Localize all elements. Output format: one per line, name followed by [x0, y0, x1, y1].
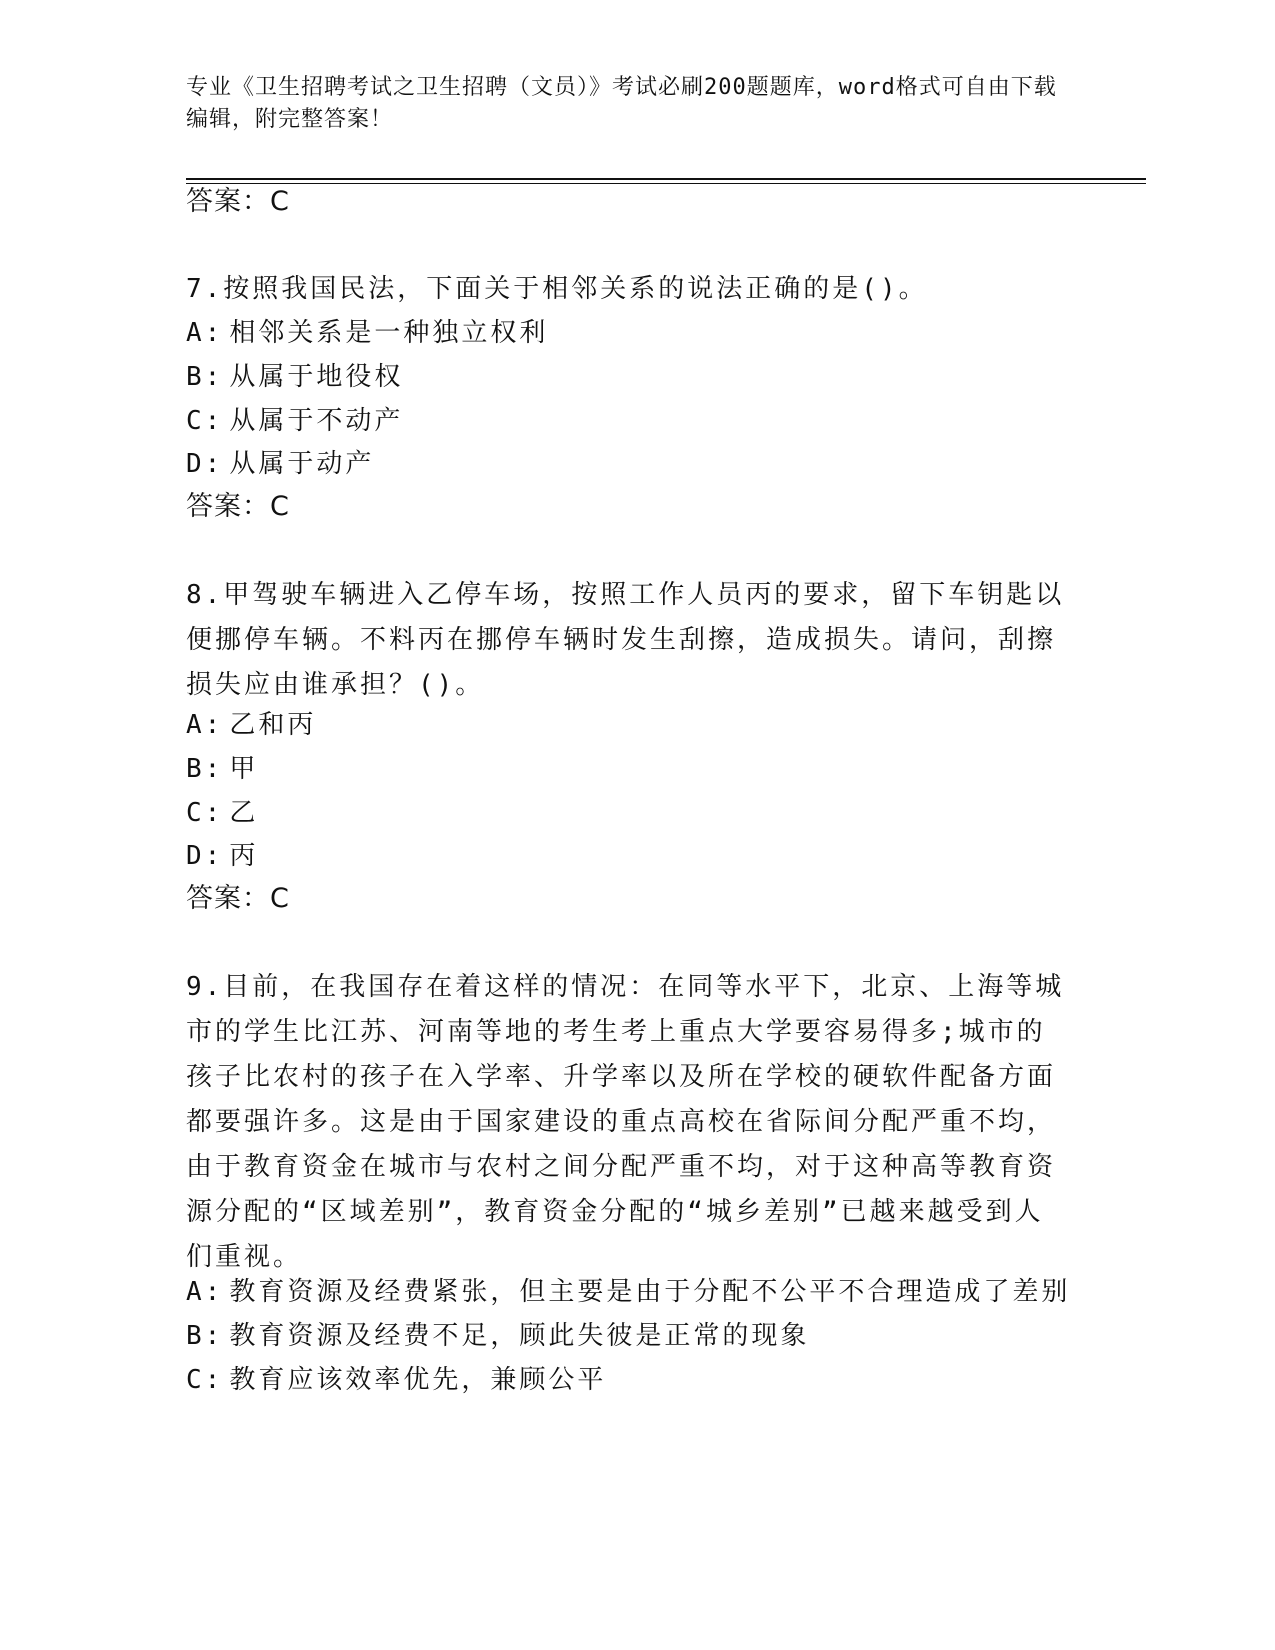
question-8-option-b: B: 甲	[186, 754, 259, 784]
answer-q8: 答案：C	[186, 883, 290, 914]
question-9-stem: 9.目前，在我国存在着这样的情况：在同等水平下，北京、上海等城市的学生比江苏、河南等地的考生考上重点大学要容易得多;城市的孩子比农村的孩子在入学率、升学率以及所在学校的硬软件配备方面都要强许多。这是由于国家建设的重点高校在省际间分配严重不均，由于教育资金在城市与农村之间分配严重不均，对于这种高等教育资源分配的“区域差别”，教育资金分配的“城乡差别”已越来越受到人们重视。	[186, 972, 1065, 1272]
header-divider	[186, 178, 1146, 180]
question-9-option-b: B: 教育资源及经费不足，顾此失彼是正常的现象	[186, 1321, 810, 1351]
question-7-option-c: C: 从属于不动产	[186, 406, 404, 436]
question-8-option-c: C: 乙	[186, 798, 259, 828]
header-divider-thin	[186, 183, 1146, 184]
question-7-option-b: B: 从属于地役权	[186, 362, 404, 392]
answer-q6: 答案：C	[186, 186, 290, 217]
answer-q7: 答案：C	[186, 491, 290, 522]
question-8-option-a: A: 乙和丙	[186, 710, 317, 740]
question-8-option-d: D: 丙	[186, 841, 259, 871]
question-8-stem: 8.甲驾驶车辆进入乙停车场，按照工作人员丙的要求，留下车钥匙以便挪停车辆。不料丙在挪停车辆时发生刮擦，造成损失。请问，刮擦损失应由谁承担？()。	[186, 580, 1065, 700]
question-7-option-a: A: 相邻关系是一种独立权利	[186, 318, 549, 348]
document-header: 专业《卫生招聘考试之卫生招聘（文员）》考试必刷200题题库，word格式可自由下载编辑，附完整答案！	[186, 75, 1057, 132]
question-9-option-a: A: 教育资源及经费紧张，但主要是由于分配不公平不合理造成了差别	[186, 1277, 1071, 1307]
question-9-option-c: C: 教育应该效率优先，兼顾公平	[186, 1365, 607, 1395]
question-7-option-d: D: 从属于动产	[186, 449, 375, 479]
question-7-stem: 7.按照我国民法，下面关于相邻关系的说法正确的是()。	[186, 274, 928, 304]
